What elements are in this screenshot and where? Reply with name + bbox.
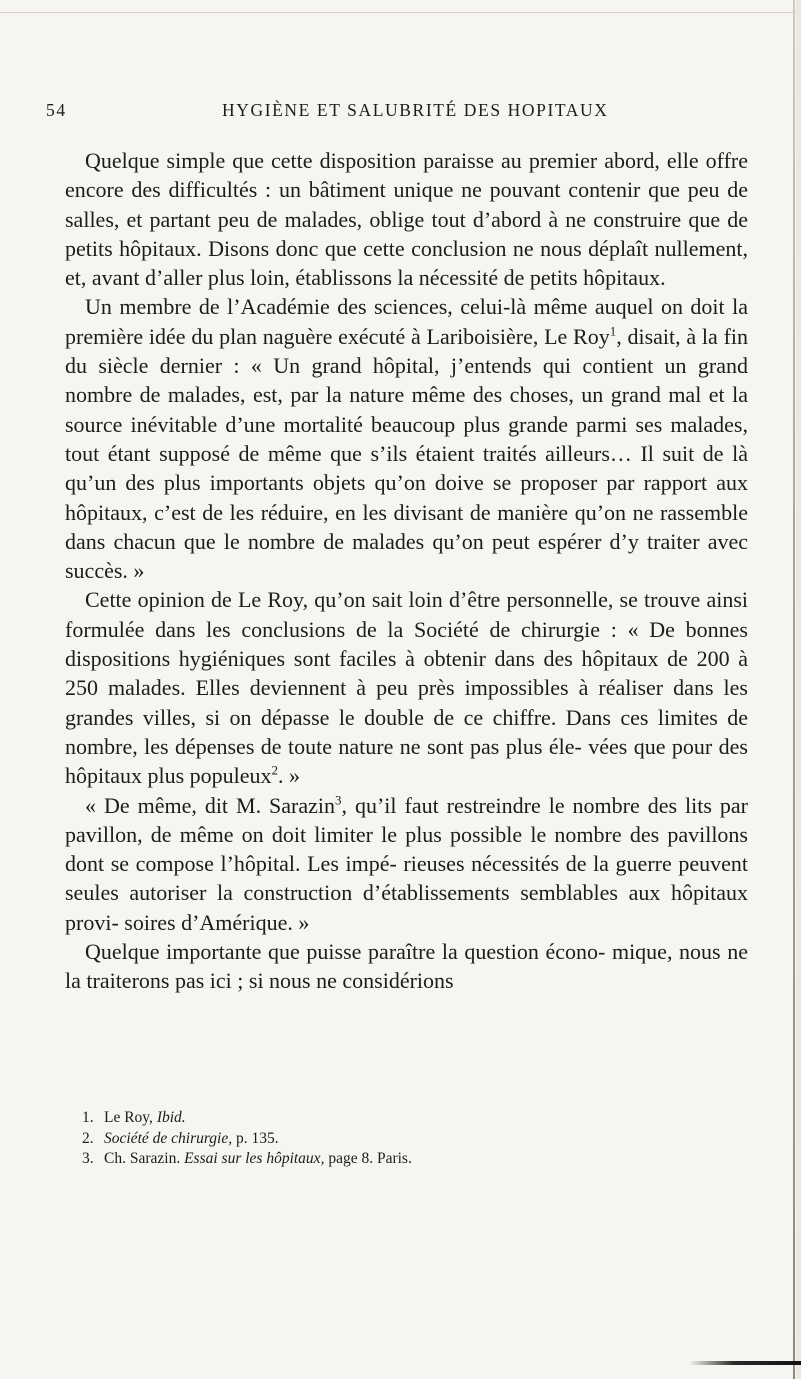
footnote-3-italic: Essai sur les hôpitaux, [184, 1150, 325, 1167]
footnote-2-number: 2. [82, 1129, 94, 1147]
paragraph-3-text-a: Cette opinion de Le Roy, qu’on sait loin d’être personnelle, se trouve ainsi formulée dans les conclusions de la Société de chirurgie : « De bonnes dispositions hygiéniques sont faciles à obtenir dans des hôpitaux de 200 à 250 malades. Elles deviennent à peu près impossibles à réaliser dans les grandes villes, si on dépasse le double de ce chiffre. Dans ces limites de nombre, les dépenses de toute nature ne sont pas plus éle- vées que pour des hôpitaux plus populeux [65, 587, 748, 789]
paragraph-4 [65, 791, 748, 937]
footnote-2 [82, 1129, 702, 1150]
footnote-ref-2: 2 [271, 762, 279, 778]
footnote-1-text: Le Roy, [104, 1109, 157, 1126]
footnote-ref-3: 3 [335, 792, 342, 808]
paragraph-3-text-b: . » [278, 763, 301, 789]
paragraph-1: Quelque simple que cette disposition paraisse au premier abord, elle offre encore des difficultés : un bâtiment unique ne pouvant contenir que peu de salles, et partant peu de malades, oblige tout d’abord à ne construire que de petits hôpitaux. Disons donc que cette conclusion ne nous déplaît nullement, et, avant d’aller plus loin, établissons la nécessité de petits hôpitaux. [65, 148, 748, 291]
footnote-2-italic: Société de chirurgie, [104, 1129, 233, 1147]
paragraph-4-text-b: , qu’il faut restreindre le nombre des lits par pavillon, de même on doit limiter le plus possible le nombre des pavillons dont se compose l’hôpital. Les impé- rieuses nécessités de la guerre peuvent seules autoriser la construction d’établissements semblables aux hôpitaux provi- soires d’Amérique. » [65, 792, 748, 935]
footnote-1-number: 1. [82, 1109, 94, 1126]
page-right-margin [796, 0, 801, 1379]
page-number: 54 [46, 100, 67, 120]
footnote-1 [82, 1108, 702, 1129]
footnote-ref-1: 1 [609, 323, 617, 339]
body-text [65, 146, 748, 996]
footnote-1-italic: Ibid. [156, 1109, 186, 1126]
page-top-edge [0, 12, 801, 13]
footnote-2-tail: p. 135. [232, 1129, 279, 1147]
footnote-3-number: 3. [82, 1150, 94, 1167]
scan-edge-mark [689, 1361, 801, 1365]
running-header [46, 100, 746, 128]
footnote-3-text: Ch. Sarazin. [104, 1150, 185, 1167]
paragraph-4-text-a: « De même, dit M. Sarazin [85, 792, 336, 818]
paragraph-3 [65, 585, 748, 790]
paragraph-2-text-b: , disait, à la fin du siècle dernier : « Un grand hôpital, j’entends qui contient un grand nombre de malades, est, par la nature même des choses, un grand mal et la source inévitable d’une mortalité beaucoup plus grande parmi ses malades, tout étant supposé de même que s’ils étaient traités ailleurs… Il suit de là qu’un des plus importants objets qu’on doive se proposer par rapport aux hôpitaux, c’est de les réduire, en les divisant de manière qu’on ne rassemble dans chacun que le nombre de malades qu’on peut espérer d’y traiter avec succès. » [65, 323, 749, 584]
paragraph-2-text-a: Un membre de l’Académie des sciences, celui-là même auquel on doit la première idée du plan naguère exécuté à Lariboisière, Le Roy [65, 294, 748, 349]
page-binding-edge [793, 0, 795, 1379]
footnote-3-tail: page 8. Paris. [324, 1150, 412, 1167]
running-title: HYGIÈNE ET SALUBRITÉ DES HOPITAUX [222, 100, 609, 120]
footnote-3 [82, 1149, 702, 1170]
paragraph-5: Quelque importante que puisse paraître la question écono- mique, nous ne la traiterons pas ici ; si nous ne considérions [65, 939, 748, 994]
footnotes [82, 1108, 702, 1170]
paragraph-2 [65, 292, 748, 585]
